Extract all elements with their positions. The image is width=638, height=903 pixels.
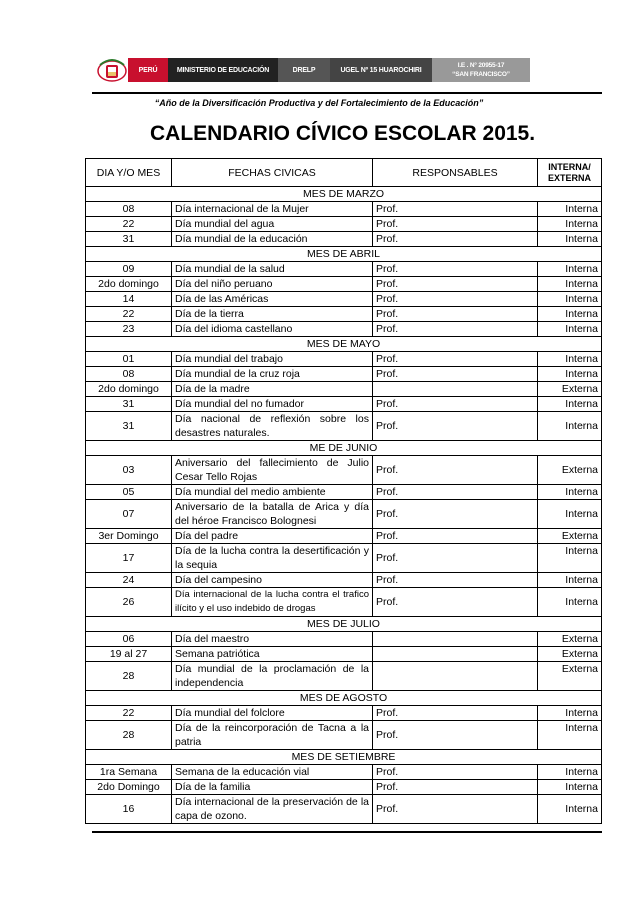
column-header-dia: DIA Y/O MES bbox=[86, 159, 172, 187]
cell-responsable: Prof. bbox=[373, 262, 538, 277]
cell-responsable: Prof. bbox=[373, 307, 538, 322]
cell-tipo: Interna bbox=[538, 292, 602, 307]
table-row bbox=[86, 217, 602, 232]
cell-fecha: Día internacional de la preservación de la capa de ozono. bbox=[172, 795, 373, 824]
table-row bbox=[86, 632, 602, 647]
month-label: ME DE JUNIO bbox=[86, 441, 602, 456]
cell-tipo: Externa bbox=[538, 632, 602, 647]
cell-fecha: Día mundial de la proclamación de la independencia bbox=[172, 662, 373, 691]
cell-fecha: Aniversario del fallecimiento de Julio Cesar Tello Rojas bbox=[172, 456, 373, 485]
cell-responsable: Prof. bbox=[373, 456, 538, 485]
cell-tipo: Interna bbox=[538, 795, 602, 824]
table-row bbox=[86, 232, 602, 247]
cell-dia: 22 bbox=[86, 706, 172, 721]
cell-fecha: Día de la reincorporación de Tacna a la patria bbox=[172, 721, 373, 750]
cell-dia: 16 bbox=[86, 795, 172, 824]
cell-fecha: Día del idioma castellano bbox=[172, 322, 373, 337]
cell-dia: 31 bbox=[86, 232, 172, 247]
ministry-shield-logo bbox=[96, 53, 128, 85]
cell-tipo: Interna bbox=[538, 765, 602, 780]
cell-tipo: Externa bbox=[538, 647, 602, 662]
cell-tipo: Interna bbox=[538, 202, 602, 217]
header-divider bbox=[92, 92, 602, 94]
cell-fecha: Día mundial del medio ambiente bbox=[172, 485, 373, 500]
cell-responsable bbox=[373, 662, 538, 691]
cell-responsable: Prof. bbox=[373, 217, 538, 232]
cell-dia: 2do domingo bbox=[86, 277, 172, 292]
cell-dia: 03 bbox=[86, 456, 172, 485]
cell-dia: 2do Domingo bbox=[86, 780, 172, 795]
cell-fecha: Día de la tierra bbox=[172, 307, 373, 322]
month-label: MES DE AGOSTO bbox=[86, 691, 602, 706]
header-school-number: I.E . N° 20955-17 bbox=[457, 62, 505, 69]
table-row bbox=[86, 588, 602, 617]
cell-tipo: Interna bbox=[538, 412, 602, 441]
cell-tipo: Interna bbox=[538, 485, 602, 500]
cell-fecha: Día de la lucha contra la desertificación y la sequia bbox=[172, 544, 373, 573]
month-header-row bbox=[86, 187, 602, 202]
month-label: MES DE MAYO bbox=[86, 337, 602, 352]
cell-responsable: Prof. bbox=[373, 397, 538, 412]
cell-fecha: Día mundial de la educación bbox=[172, 232, 373, 247]
cell-fecha: Día nacional de reflexión sobre los desastres naturales. bbox=[172, 412, 373, 441]
page-title: CALENDARIO CÍVICO ESCOLAR 2015. bbox=[150, 122, 536, 145]
cell-responsable: Prof. bbox=[373, 322, 538, 337]
cell-dia: 01 bbox=[86, 352, 172, 367]
cell-tipo: Externa bbox=[538, 382, 602, 397]
table-row bbox=[86, 795, 602, 824]
cell-responsable: Prof. bbox=[373, 292, 538, 307]
header-ministry-label: MINISTERIO DE EDUCACIÓN bbox=[168, 58, 278, 82]
table-row bbox=[86, 765, 602, 780]
cell-fecha: Día de la madre bbox=[172, 382, 373, 397]
table-row bbox=[86, 397, 602, 412]
cell-fecha: Día mundial del trabajo bbox=[172, 352, 373, 367]
cell-tipo: Interna bbox=[538, 307, 602, 322]
cell-fecha: Día mundial del agua bbox=[172, 217, 373, 232]
header-school-label bbox=[432, 58, 530, 82]
month-header-row bbox=[86, 750, 602, 765]
cell-responsable: Prof. bbox=[373, 765, 538, 780]
month-header-row bbox=[86, 691, 602, 706]
cell-dia: 24 bbox=[86, 573, 172, 588]
table-row bbox=[86, 307, 602, 322]
table-row bbox=[86, 382, 602, 397]
header-peru-label: PERÚ bbox=[128, 58, 168, 82]
cell-fecha: Día mundial de la cruz roja bbox=[172, 367, 373, 382]
month-label: MES DE MARZO bbox=[86, 187, 602, 202]
cell-tipo: Interna bbox=[538, 706, 602, 721]
table-row bbox=[86, 485, 602, 500]
cell-responsable: Prof. bbox=[373, 277, 538, 292]
cell-dia: 23 bbox=[86, 322, 172, 337]
cell-tipo: Interna bbox=[538, 277, 602, 292]
cell-fecha: Semana de la educación vial bbox=[172, 765, 373, 780]
cell-dia: 05 bbox=[86, 485, 172, 500]
cell-tipo: Interna bbox=[538, 322, 602, 337]
cell-tipo: Interna bbox=[538, 721, 602, 750]
cell-fecha: Día internacional de la Mujer bbox=[172, 202, 373, 217]
cell-fecha: Día mundial del no fumador bbox=[172, 397, 373, 412]
header-drelp-label: DRELP bbox=[278, 58, 330, 82]
cell-dia: 19 al 27 bbox=[86, 647, 172, 662]
cell-fecha: Día del campesino bbox=[172, 573, 373, 588]
cell-tipo: Interna bbox=[538, 544, 602, 573]
table-row bbox=[86, 367, 602, 382]
cell-fecha: Día del niño peruano bbox=[172, 277, 373, 292]
month-label: MES DE JULIO bbox=[86, 617, 602, 632]
cell-responsable: Prof. bbox=[373, 780, 538, 795]
cell-responsable: Prof. bbox=[373, 544, 538, 573]
cell-dia: 28 bbox=[86, 662, 172, 691]
cell-tipo: Interna bbox=[538, 217, 602, 232]
table-header-row bbox=[86, 159, 602, 187]
cell-responsable: Prof. bbox=[373, 352, 538, 367]
cell-dia: 26 bbox=[86, 588, 172, 617]
cell-tipo: Externa bbox=[538, 529, 602, 544]
cell-responsable: Prof. bbox=[373, 485, 538, 500]
table-row bbox=[86, 412, 602, 441]
month-header-row bbox=[86, 441, 602, 456]
table-row bbox=[86, 544, 602, 573]
cell-tipo: Interna bbox=[538, 232, 602, 247]
cell-dia: 22 bbox=[86, 217, 172, 232]
table-row bbox=[86, 573, 602, 588]
table-row bbox=[86, 352, 602, 367]
cell-fecha: Día de la familia bbox=[172, 780, 373, 795]
cell-tipo: Externa bbox=[538, 456, 602, 485]
cell-tipo: Interna bbox=[538, 352, 602, 367]
year-slogan: “Año de la Diversificación Productiva y del Fortalecimiento de la Educación” bbox=[154, 98, 484, 108]
table-row bbox=[86, 662, 602, 691]
column-header-responsables: RESPONSABLES bbox=[373, 159, 538, 187]
cell-tipo: Externa bbox=[538, 662, 602, 691]
cell-dia: 14 bbox=[86, 292, 172, 307]
cell-responsable: Prof. bbox=[373, 500, 538, 529]
cell-dia: 31 bbox=[86, 397, 172, 412]
cell-tipo: Interna bbox=[538, 500, 602, 529]
cell-tipo: Interna bbox=[538, 573, 602, 588]
cell-fecha: Aniversario de la batalla de Arica y día del héroe Francisco Bolognesi bbox=[172, 500, 373, 529]
cell-dia: 08 bbox=[86, 202, 172, 217]
table-row bbox=[86, 262, 602, 277]
header-ugel-label: UGEL Nº 15 HUAROCHIRI bbox=[330, 58, 432, 82]
table-row bbox=[86, 529, 602, 544]
cell-tipo: Interna bbox=[538, 588, 602, 617]
civic-calendar-table bbox=[85, 158, 602, 824]
cell-responsable: Prof. bbox=[373, 202, 538, 217]
cell-responsable: Prof. bbox=[373, 795, 538, 824]
cell-fecha: Semana patriótica bbox=[172, 647, 373, 662]
cell-responsable: Prof. bbox=[373, 721, 538, 750]
cell-dia: 17 bbox=[86, 544, 172, 573]
month-label: MES DE ABRIL bbox=[86, 247, 602, 262]
cell-responsable bbox=[373, 382, 538, 397]
cell-responsable: Prof. bbox=[373, 232, 538, 247]
table-row bbox=[86, 721, 602, 750]
cell-dia: 09 bbox=[86, 262, 172, 277]
cell-tipo: Interna bbox=[538, 397, 602, 412]
table-row bbox=[86, 780, 602, 795]
cell-dia: 28 bbox=[86, 721, 172, 750]
cell-fecha: Día de las Américas bbox=[172, 292, 373, 307]
month-header-row bbox=[86, 337, 602, 352]
cell-dia: 07 bbox=[86, 500, 172, 529]
month-header-row bbox=[86, 247, 602, 262]
cell-responsable: Prof. bbox=[373, 706, 538, 721]
cell-tipo: Interna bbox=[538, 780, 602, 795]
header-school-name: “SAN FRANCISCO” bbox=[452, 71, 510, 78]
table-body bbox=[86, 187, 602, 824]
cell-dia: 06 bbox=[86, 632, 172, 647]
cell-dia: 2do domingo bbox=[86, 382, 172, 397]
cell-tipo: Interna bbox=[538, 367, 602, 382]
cell-fecha: Día mundial del folclore bbox=[172, 706, 373, 721]
cell-fecha: Día mundial de la salud bbox=[172, 262, 373, 277]
cell-dia: 22 bbox=[86, 307, 172, 322]
cell-dia: 1ra Semana bbox=[86, 765, 172, 780]
cell-dia: 08 bbox=[86, 367, 172, 382]
table-row bbox=[86, 706, 602, 721]
cell-fecha: Día del padre bbox=[172, 529, 373, 544]
cell-tipo: Interna bbox=[538, 262, 602, 277]
table-row bbox=[86, 202, 602, 217]
table-row bbox=[86, 277, 602, 292]
table-row bbox=[86, 322, 602, 337]
cell-responsable: Prof. bbox=[373, 529, 538, 544]
table-row bbox=[86, 647, 602, 662]
month-header-row bbox=[86, 617, 602, 632]
cell-dia: 3er Domingo bbox=[86, 529, 172, 544]
cell-fecha: Día del maestro bbox=[172, 632, 373, 647]
table-row bbox=[86, 500, 602, 529]
cell-responsable: Prof. bbox=[373, 573, 538, 588]
cell-responsable bbox=[373, 632, 538, 647]
column-header-fechas: FECHAS CIVICAS bbox=[172, 159, 373, 187]
cell-responsable: Prof. bbox=[373, 588, 538, 617]
table-row bbox=[86, 456, 602, 485]
cell-responsable bbox=[373, 647, 538, 662]
month-label: MES DE SETIEMBRE bbox=[86, 750, 602, 765]
footer-divider bbox=[92, 831, 602, 833]
table-row bbox=[86, 292, 602, 307]
cell-responsable: Prof. bbox=[373, 367, 538, 382]
column-header-interna-externa: INTERNA/ EXTERNA bbox=[538, 159, 602, 187]
cell-dia: 31 bbox=[86, 412, 172, 441]
cell-fecha: Día internacional de la lucha contra el trafico ilícito y el uso indebido de drogas bbox=[172, 588, 373, 617]
cell-responsable: Prof. bbox=[373, 412, 538, 441]
